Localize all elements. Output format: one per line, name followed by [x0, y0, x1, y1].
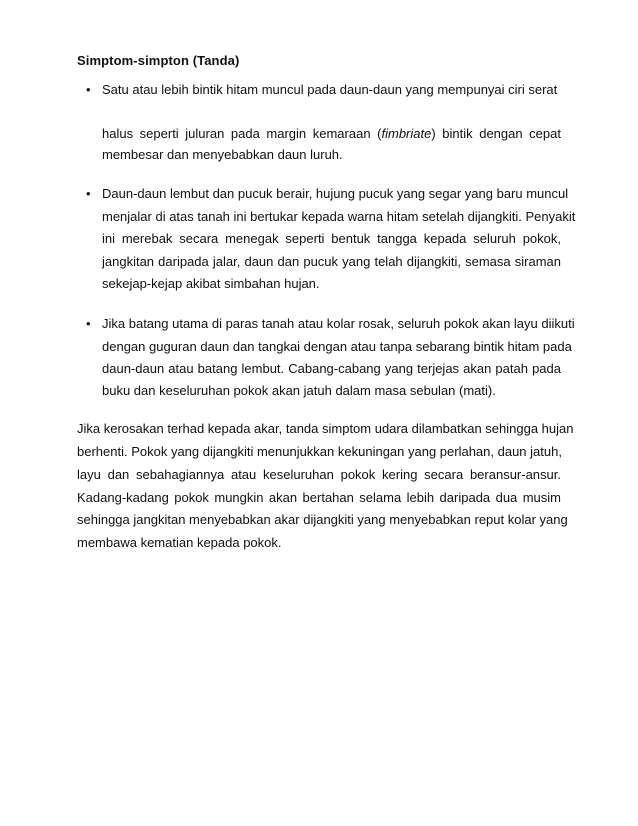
bullet-1-line-3: membesar dan menyebabkan daun luruh.	[102, 147, 343, 162]
bullet-marker: •	[86, 186, 91, 201]
bullet-3-line-1: Jika batang utama di paras tanah atau kolar rosak, seluruh pokok akan layu diikuti	[102, 316, 575, 331]
paragraph-line-6: membawa kematian kepada pokok.	[77, 535, 282, 550]
bullet-2-line-1: Daun-daun lembut dan pucuk berair, hujung pucuk yang segar yang baru muncul	[102, 186, 569, 201]
bullet-1-line-2-after: ) bintik dengan cepat	[431, 126, 561, 141]
bullet-3-line-4: buku dan keseluruhan pokok akan jatuh dalam masa sebulan (mati).	[102, 383, 496, 398]
paragraph-line-1: Jika kerosakan terhad kepada akar, tanda simptom udara dilambatkan sehingga hujan	[77, 421, 574, 436]
paragraph-line-2: berhenti. Pokok yang dijangkiti menunjukkan kekuningan yang perlahan, daun jatuh,	[77, 444, 562, 459]
paragraph-line-3: layu dan sebahagiannya atau keseluruhan pokok kering secara beransur-ansur.	[77, 467, 561, 482]
bullet-marker: •	[86, 316, 91, 331]
bullet-1-line-2	[102, 125, 561, 143]
paragraph-line-4: Kadang-kadang pokok mungkin akan bertahan selama lebih daripada dua musim	[77, 490, 561, 505]
section-heading: Simptom-simpton (Tanda)	[77, 53, 240, 68]
fimbriate-term: fimbriate	[381, 126, 432, 141]
bullet-1-line-1: Satu atau lebih bintik hitam muncul pada daun-daun yang mempunyai ciri serat	[102, 82, 558, 97]
bullet-2-line-2: menjalar di atas tanah ini bertukar kepada warna hitam setelah dijangkiti. Penyakit	[102, 209, 576, 224]
bullet-2-line-4: jangkitan daripada jalar, daun dan pucuk yang telah dijangkiti, semasa siraman	[102, 254, 561, 269]
bullet-1-line-2-before: halus seperti juluran pada margin kemaraan (	[102, 126, 382, 141]
bullet-2-line-3: ini merebak secara menegak seperti bentuk tangga kepada seluruh pokok,	[102, 231, 561, 246]
paragraph-line-5: sehingga jangkitan menyebabkan akar dijangkiti yang menyebabkan reput kolar yang	[77, 512, 568, 527]
bullet-3-line-2: dengan guguran daun dan tangkai dengan atau tanpa sebarang bintik hitam pada	[102, 339, 572, 354]
bullet-3-line-3: daun-daun atau batang lembut. Cabang-cabang yang terjejas akan patah pada	[102, 361, 561, 376]
bullet-marker: •	[86, 82, 91, 97]
bullet-2-line-5: sekejap-kejap akibat simbahan hujan.	[102, 276, 320, 291]
